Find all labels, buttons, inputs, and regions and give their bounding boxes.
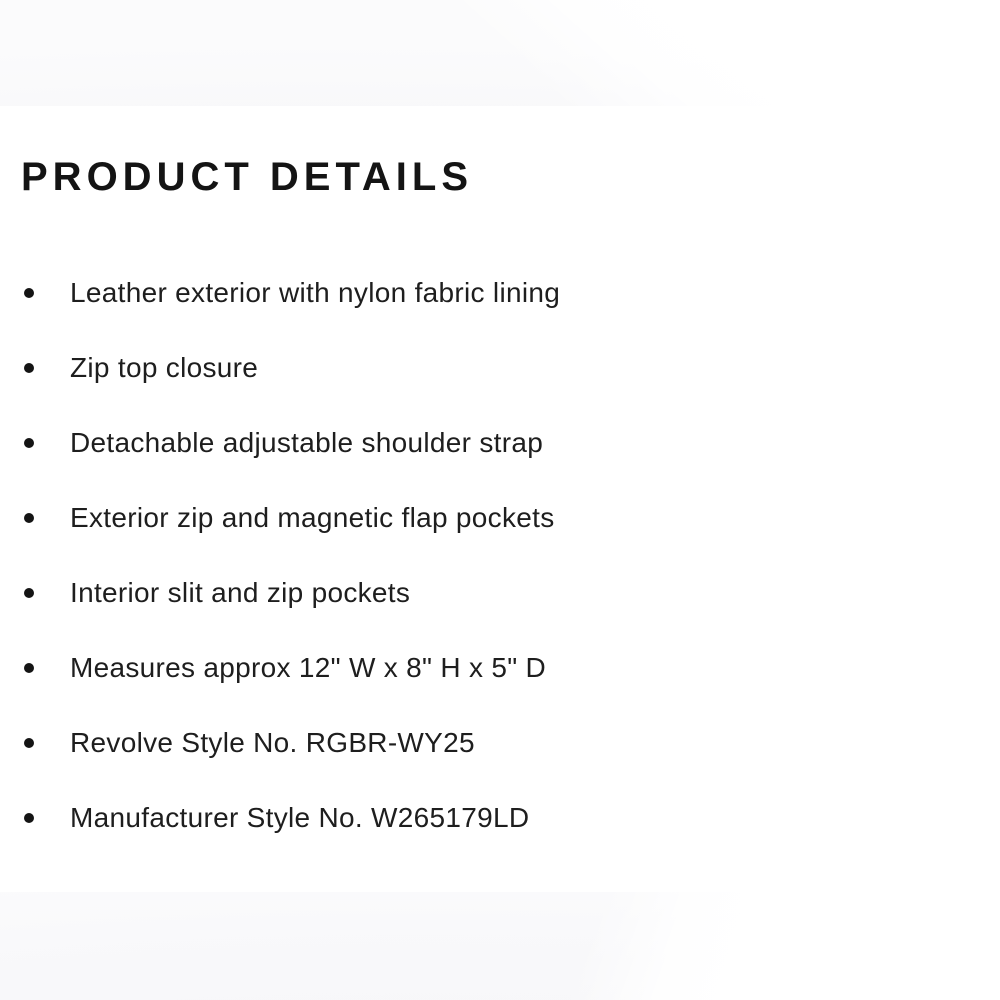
bullet-icon bbox=[24, 288, 34, 298]
list-item-text: Measures approx 12" W x 8" H x 5" D bbox=[70, 651, 547, 683]
product-details-list bbox=[0, 255, 1000, 855]
list-item bbox=[0, 405, 1000, 480]
bullet-icon bbox=[24, 513, 34, 523]
list-item bbox=[0, 255, 1000, 330]
bullet-icon bbox=[24, 813, 34, 823]
list-item-text: Manufacturer Style No. W265179LD bbox=[70, 801, 530, 833]
list-item bbox=[0, 555, 1000, 630]
bullet-icon bbox=[24, 438, 34, 448]
bullet-icon bbox=[24, 363, 34, 373]
list-item-text: Interior slit and zip pockets bbox=[70, 576, 411, 608]
bullet-icon bbox=[24, 588, 34, 598]
list-item-text: Zip top closure bbox=[70, 351, 259, 383]
adjacent-photo-edge-bottom bbox=[0, 892, 1000, 1000]
list-item bbox=[0, 480, 1000, 555]
list-item bbox=[0, 330, 1000, 405]
list-item bbox=[0, 705, 1000, 780]
list-item bbox=[0, 630, 1000, 705]
list-item-text: Exterior zip and magnetic flap pockets bbox=[70, 501, 555, 533]
adjacent-photo-edge-top bbox=[0, 0, 1000, 106]
list-item-text: Leather exterior with nylon fabric lining bbox=[70, 276, 561, 308]
list-item bbox=[0, 780, 1000, 855]
section-title: PRODUCT DETAILS bbox=[21, 155, 474, 199]
bullet-icon bbox=[24, 663, 34, 673]
bullet-icon bbox=[24, 738, 34, 748]
list-item-text: Detachable adjustable shoulder strap bbox=[70, 426, 544, 458]
list-item-text: Revolve Style No. RGBR-WY25 bbox=[70, 726, 475, 758]
